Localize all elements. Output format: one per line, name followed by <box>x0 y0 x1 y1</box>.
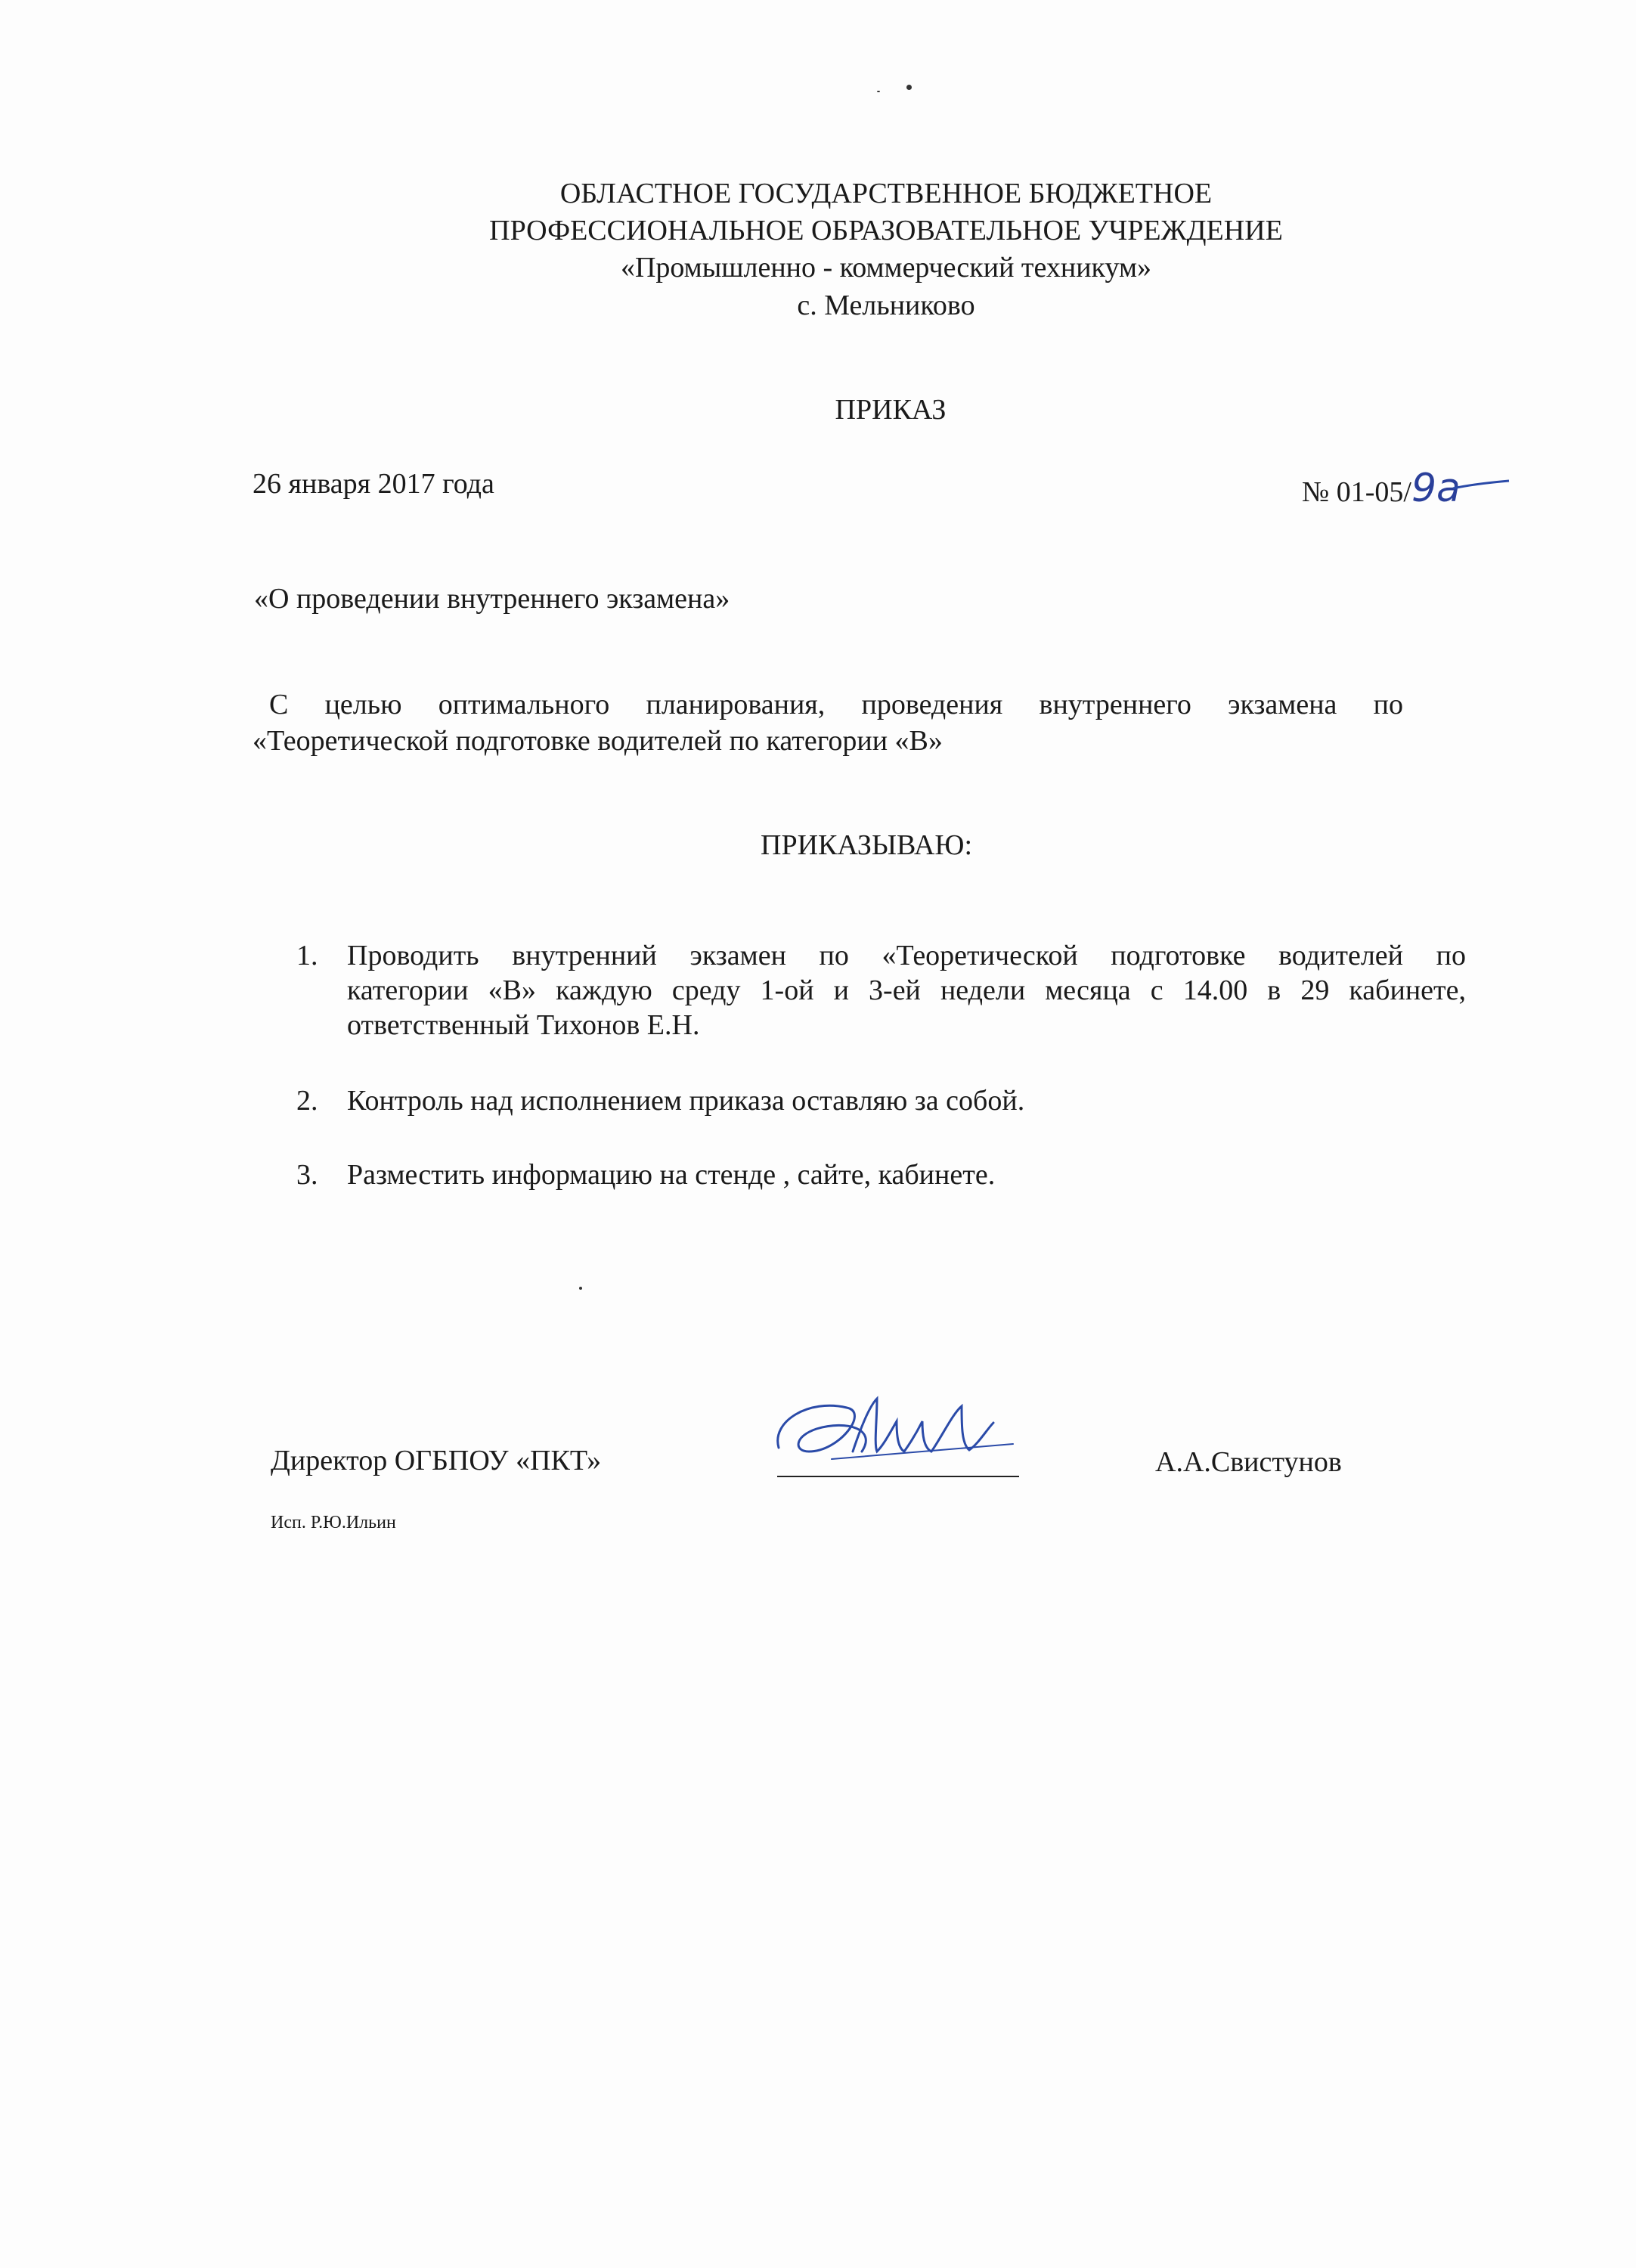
signature-scribble <box>764 1376 1036 1482</box>
item-2-number: 2. <box>296 1085 318 1117</box>
document-title: ПРИКАЗ <box>835 394 947 426</box>
executor-note: Исп. Р.Ю.Ильин <box>271 1513 396 1532</box>
scan-speck <box>877 91 880 92</box>
order-number <box>1302 466 1461 511</box>
org-name-line-1: ОБЛАСТНОЕ ГОСУДАРСТВЕННОЕ БЮДЖЕТНОЕ <box>559 178 1213 209</box>
item-1-line-1: Проводить внутренний экзамен по «Теоретической подготовке водителей по <box>347 940 1466 971</box>
order-number-prefix: № 01-05/ <box>1302 476 1411 508</box>
handwritten-underline <box>1452 478 1512 493</box>
item-1-line-3: ответственный Тихонов Е.Н. <box>347 1009 700 1041</box>
item-1-line-2: категории «В» каждую среду 1-ой и 3-ей недели месяца с 14.00 в 29 кабинете, <box>347 974 1466 1006</box>
item-1-number: 1. <box>296 940 318 971</box>
org-location: с. Мельниково <box>797 290 975 321</box>
item-3-number: 3. <box>296 1159 318 1191</box>
preamble-line-1: С целью оптимального планирования, проведения внутреннего экзамена по <box>269 689 1403 720</box>
preamble-line-2: «Теоретической подготовке водителей по категории «В» <box>253 725 943 757</box>
item-3-line-1: Разместить информацию на стенде , сайте, кабинете. <box>347 1159 996 1191</box>
order-number-handwritten: 9а <box>1411 466 1461 511</box>
order-subject: «О проведении внутреннего экзамена» <box>254 583 730 615</box>
order-date: 26 января 2017 года <box>253 468 494 500</box>
scan-speck <box>906 85 912 90</box>
signatory-position: Директор ОГБПОУ «ПКТ» <box>271 1445 602 1476</box>
signatory-name: А.А.Свистунов <box>1155 1446 1342 1478</box>
org-name-line-3: «Промышленно - коммерческий техникум» <box>620 252 1152 284</box>
order-command: ПРИКАЗЫВАЮ: <box>761 829 973 861</box>
signature-line <box>777 1476 1019 1477</box>
scan-speck <box>579 1287 582 1290</box>
org-name-line-2: ПРОФЕССИОНАЛЬНОЕ ОБРАЗОВАТЕЛЬНОЕ УЧРЕЖДЕНИЕ <box>489 215 1283 246</box>
item-2-line-1: Контроль над исполнением приказа оставляю за собой. <box>347 1085 1025 1117</box>
